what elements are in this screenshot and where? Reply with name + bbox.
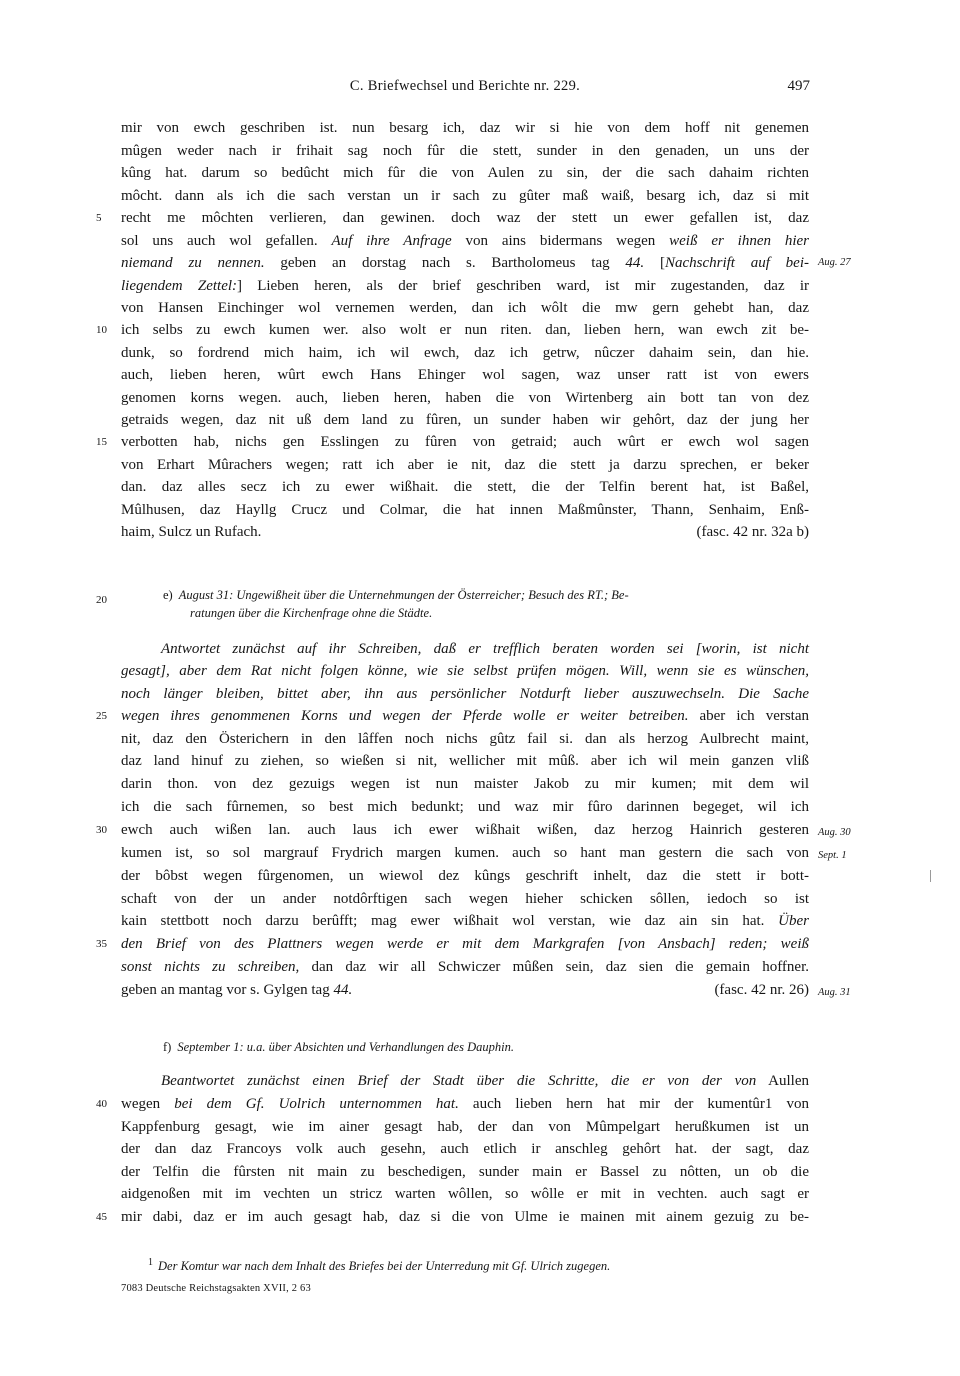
line-number: 15 — [96, 436, 107, 448]
text-line: kûng hat. darum so bedûcht mich fûr die von Aulen zu sin, der die sach dahaim richten — [121, 165, 809, 181]
line-number: 30 — [96, 824, 107, 836]
text-line: ich die sach fûrnemen, so best mich bedunkt; und waz mir fûro darinnen begeget, wil ich — [121, 799, 809, 815]
section-heading-text: August 31: Ungewißheit über die Unternehmungen der Österreicher; Besuch des RT.; Be- — [178, 588, 629, 602]
page-number: 497 — [787, 78, 810, 94]
margin-date-note: Aug. 30 — [818, 827, 851, 838]
text-line: getraids wegen, daz nit uß dem land zu fûren, un sunder haben wir gehôrt, daz der jung her — [121, 412, 809, 428]
text-line: von Hansen Einchinger wol vernemen werden, dan ich wôlt die mw gern gehebt han, daz — [121, 300, 809, 316]
editorial-italic: Auf ihre Anfrage — [331, 233, 452, 249]
text-line — [121, 956, 809, 978]
line-number: 20 — [96, 594, 107, 606]
text-span: ] Lieben heren, als der brief geschriben ward, ist mir zugestanden, daz ir — [237, 278, 809, 294]
text-line: mir dabi, daz er im auch gesagt hab, daz si die von Ulme ie mainen mit ainem gezuig zu be- — [121, 1209, 809, 1225]
text-line: auch, lieben heren, wûrt ewch Hans Ehinger wol sagen, waz unser ratt ist von ewers — [121, 367, 809, 383]
section-label: f) — [163, 1040, 172, 1054]
text-line: der Telfin die fûrsten nit main zu beschedigen, sunder main er Bassel zu nôtten, un ob die — [121, 1164, 809, 1180]
section-label: e) — [163, 588, 173, 602]
editorial-italic: Über — [778, 913, 809, 929]
text-span: geben an dorstag nach s. Bartholomeus tag — [264, 255, 626, 271]
text-span: auch lieben hern hat mir der kumentûr1 von — [458, 1096, 809, 1112]
editorial-italic: gesagt], aber dem Rat nicht folgen könne, wie sie selbst prüfen mögen. Will, wenn sie es wünschen, — [121, 663, 809, 679]
editorial-italic: wegen ihres genommenen Korns und wegen der Pferde wolle er weiter betreiben. — [121, 708, 689, 724]
text-line — [121, 275, 809, 297]
text-line: darin thon. von dez gezuigs wegen ist nun maister Jakob zu mir kumen; mit dem wil — [121, 776, 809, 792]
section-heading-e-cont: ratungen über die Kirchenfrage ohne die Städte. — [190, 606, 433, 620]
text-span: [ — [644, 255, 665, 271]
text-line: verbotten hab, nichs gen Esslingen zu fûren von getraid; auch wûrt er ewch wol sagen — [121, 434, 809, 450]
editorial-italic: sonst nichts zu schreiben, — [121, 959, 300, 975]
editorial-italic: niemand zu nennen. — [121, 255, 265, 271]
text-span: wegen — [121, 1096, 175, 1112]
editorial-italic: Beantwortet zunächst einen Brief der Stadt über die Schritte, die er von der von — [161, 1073, 757, 1089]
editorial-italic: liegendem Zettel: — [121, 278, 238, 294]
running-head — [120, 78, 810, 100]
text-span: haim, Sulcz un Rufach. — [121, 524, 262, 540]
text-span: dan daz wir all Schwiczer mûßen sein, daz sien die gemain hoffner. — [299, 959, 809, 975]
text-line: dunk, so fordrend mich haim, ich wil ewch, daz ich getrw, nûczer dahaim sein, dan hie. — [121, 345, 809, 361]
text-line — [121, 683, 809, 705]
text-line — [121, 521, 809, 543]
margin-date-note: Aug. 31 — [818, 987, 851, 998]
footnote — [148, 1254, 808, 1275]
editorial-italic: den Brief von des Plattners wegen werde er mit dem Markgrafen [von Ansbach] reden; weiß — [121, 936, 809, 952]
text-line: der bôbst wegen fûrgenomen, un wiewol dez kûngs geschrift inhelt, daz die stett ir bott- — [121, 868, 809, 884]
line-number: 40 — [96, 1098, 107, 1110]
text-line: daz land hinuf zu ziehen, so wießen si nit, wellicher mit mûß. aber ich wil mein ganzen vliß — [121, 753, 809, 769]
line-number: 25 — [96, 710, 107, 722]
margin-date-note: Aug. 27 — [818, 257, 851, 268]
section-heading-text: September 1: u.a. über Absichten und Verhandlungen des Dauphin. — [177, 1040, 514, 1054]
text-line: Kappfenburg gesagt, wie im ainer gesagt hab, der dan von Mûmpelgart herußkumen ist un — [121, 1119, 809, 1135]
text-line: nit, daz den Österichern in den lâffen noch nichs gûtz fail si. dan als herzog Aulbrecht maint, — [121, 731, 809, 747]
text-line: genomen korns wegen. auch, lieben heren, haben die von Wirtenberg ain bott tan von dez — [121, 390, 809, 406]
line-number: 5 — [96, 212, 102, 224]
section-heading-f — [163, 1039, 809, 1056]
archive-reference: (fasc. 42 nr. 32a b) — [696, 524, 809, 540]
text-line — [121, 705, 809, 727]
running-title: C. Briefwechsel und Berichte nr. 229. — [349, 78, 581, 94]
text-line — [121, 252, 809, 274]
archive-reference: (fasc. 42 nr. 26) — [714, 982, 809, 998]
section-heading-e — [163, 587, 809, 604]
text-line: schaft von der un ander notdôrftigen sach wegen hieher schicken sôllen, iedoch so ist — [121, 891, 809, 907]
text-span: sol uns auch wol gefallen. — [121, 233, 332, 249]
margin-tick — [930, 870, 931, 882]
text-span: kain stettbott noch darzu berûfft; mag ewer wißhait wol verstan, wie daz ain sin hat. — [121, 913, 779, 929]
editorial-italic: Antwortet zunächst auf ihr Schreiben, daß er trefflich beraten worden sei [worin, ist nicht — [161, 641, 809, 657]
text-line: ewch auch wißen lan. auch laus ich ewer wißhait wißen, daz herzog Hainrich gesteren — [121, 822, 809, 838]
text-span: aber ich verstan — [688, 708, 810, 724]
text-line: mir von ewch geschriben ist. nun besarg ich, daz wir si hie von dem hoff nit genemen — [121, 120, 809, 136]
text-line — [121, 1093, 809, 1115]
text-span: Aullen — [756, 1073, 809, 1089]
footnote-text: Der Komtur war nach dem Inhalt des Briefes bei der Unterredung mit Gf. Ulrich zugegen. — [158, 1259, 611, 1274]
line-number: 35 — [96, 938, 107, 950]
text-line — [161, 1070, 809, 1092]
printer-imprint: 7083 Deutsche Reichstagsakten XVII, 2 63 — [121, 1283, 311, 1294]
text-line — [121, 910, 809, 932]
text-line: recht me môchten verlieren, dan gewinen. doch waz der stett un ewer gefallen ist, daz — [121, 210, 809, 226]
editorial-italic: weiß er ihnen hier — [669, 233, 809, 249]
text-line: môcht. dann als ich die sach verstan un ir sach zu gûter maß waiß, besarg ich, daz si mit — [121, 188, 809, 204]
text-line: aidgenoßen mit im vechten un stricz warten wôllen, so wôlle er mit in vechten. auch sagt er — [121, 1186, 809, 1202]
text-span: von ains bidermans wegen — [451, 233, 670, 249]
text-line: dan. daz alles secz ich zu ewer wißhait. die stett, die der Telfin berent hat, ist Baßel, — [121, 479, 809, 495]
text-line: mûgen weder nach ir frihait sag noch fûr die stett, sunder in den genaden, un uns der — [121, 143, 809, 159]
text-line: von Erhart Mûrachers wegen; ratt ich aber ie nit, daz die stett ja darzu sprechen, er beker — [121, 457, 809, 473]
text-line: Mûlhusen, daz Hayllg Crucz und Colmar, die hat innen Maßmûnster, Thann, Senhaim, Enß- — [121, 502, 809, 518]
margin-date-note: Sept. 1 — [818, 850, 847, 861]
text-line — [161, 638, 809, 660]
editorial-italic: bei dem Gf. Uolrich unternommen hat. — [174, 1096, 459, 1112]
text-span: geben an mantag vor s. Gylgen tag — [121, 982, 334, 998]
line-number: 10 — [96, 324, 107, 336]
text-line — [121, 979, 809, 1001]
editorial-italic: Nachschrift auf bei- — [664, 255, 810, 271]
text-line: kumen ist, so sol margrauf Frydrich margen kumen. auch so hant man gestern die sach von — [121, 845, 809, 861]
text-line — [121, 230, 809, 252]
editorial-italic: 44. — [625, 255, 645, 271]
editorial-italic: 44. — [333, 982, 353, 998]
editorial-italic: noch länger bleiben, bittet aber, ihn aus persönlicher Notdurft lieber auszuwechseln. Die Sache — [121, 686, 809, 702]
footnote-number: 1 — [148, 1257, 153, 1268]
line-number: 45 — [96, 1211, 107, 1223]
text-line: der dan daz Francoys volk auch gesehn, auch etlich ir anschleg gehôrt hat. der sagt, daz — [121, 1141, 809, 1157]
text-line — [121, 660, 809, 682]
text-line — [121, 933, 809, 955]
text-line: ich selbs zu ewch kumen wer. also wolt er nun riten. dan, lieben hern, wan ewch zit be- — [121, 322, 809, 338]
